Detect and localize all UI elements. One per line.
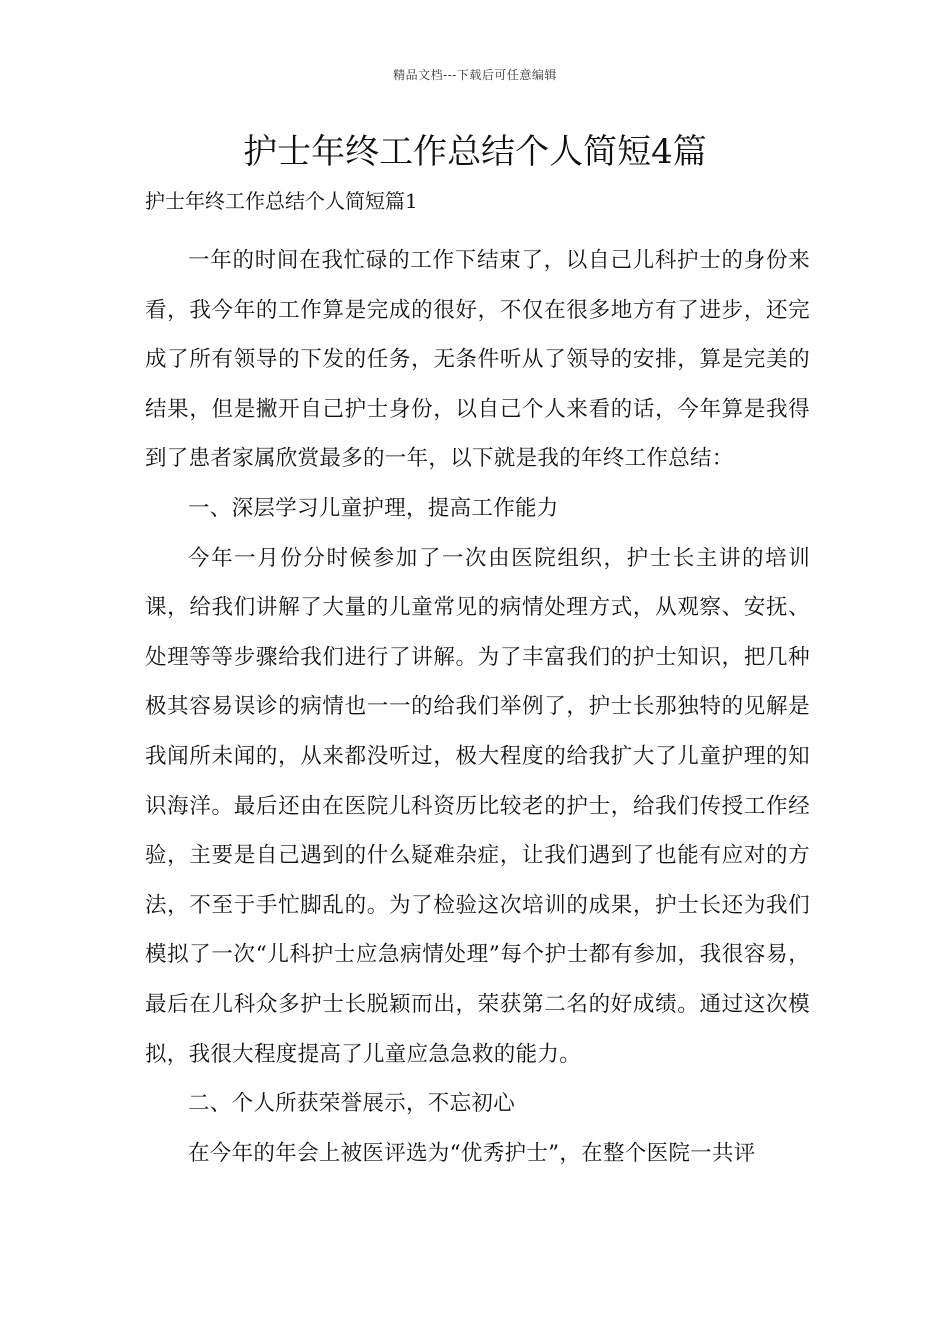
section-subtitle: 护士年终工作总结个人简短篇1 bbox=[145, 189, 418, 213]
paragraph-training: 今年一月份分时候参加了一次由医院组织，护士长主讲的培训课，给我们讲解了大量的儿童常见的病情处理方式，从观察、安抚、处理等等步骤给我们进行了讲解。为了丰富我们的护士知识，把几种极其容易误诊的病情也一一的给我们举例了，护士长那独特的见解是我闻所未闻的，从来都没听过，极大程度的给我扩大了儿童护理的知识海洋。最后还由在医院儿科资历比较老的护士，给我们传授工作经验，主要是自己遇到的什么疑难杂症，让我们遇到了也能有应对的方法，不至于手忙脚乱的。为了检验这次培训的成果，护士长还为我们模拟了一次“儿科护士应急病情处理”每个护士都有参加，我很容易，最后在儿科众多护士长脱颖而出，荣获第二名的好成绩。通过这次模拟，我很大程度提高了儿童应急急救的能力。 bbox=[145, 545, 810, 1067]
header-note: 精品文档---下载后可任意编辑 bbox=[393, 68, 557, 82]
document-title: 护士年终工作总结个人简短4篇 bbox=[243, 132, 707, 172]
paragraph-intro: 一年的时间在我忙碌的工作下结束了，以自己儿科护士的身份来看，我今年的工作算是完成的很好，不仅在很多地方有了进步，还完成了所有领导的下发的任务，无条件听从了领导的安排，算是完美的结果，但是撇开自己护士身份，以自己个人来看的话，今年算是我得到了患者家属欣赏最多的一年，以下就是我的年终工作总结： bbox=[145, 248, 810, 472]
document-body bbox=[145, 186, 810, 1178]
paragraph-honors: 在今年的年会上被医评选为“优秀护士”，在整个医院一共评 bbox=[188, 1140, 756, 1166]
section-heading-2: 二、个人所获荣誉展示，不忘初心 bbox=[188, 1091, 516, 1117]
section-heading-1: 一、深层学习儿童护理，提高工作能力 bbox=[188, 495, 559, 521]
